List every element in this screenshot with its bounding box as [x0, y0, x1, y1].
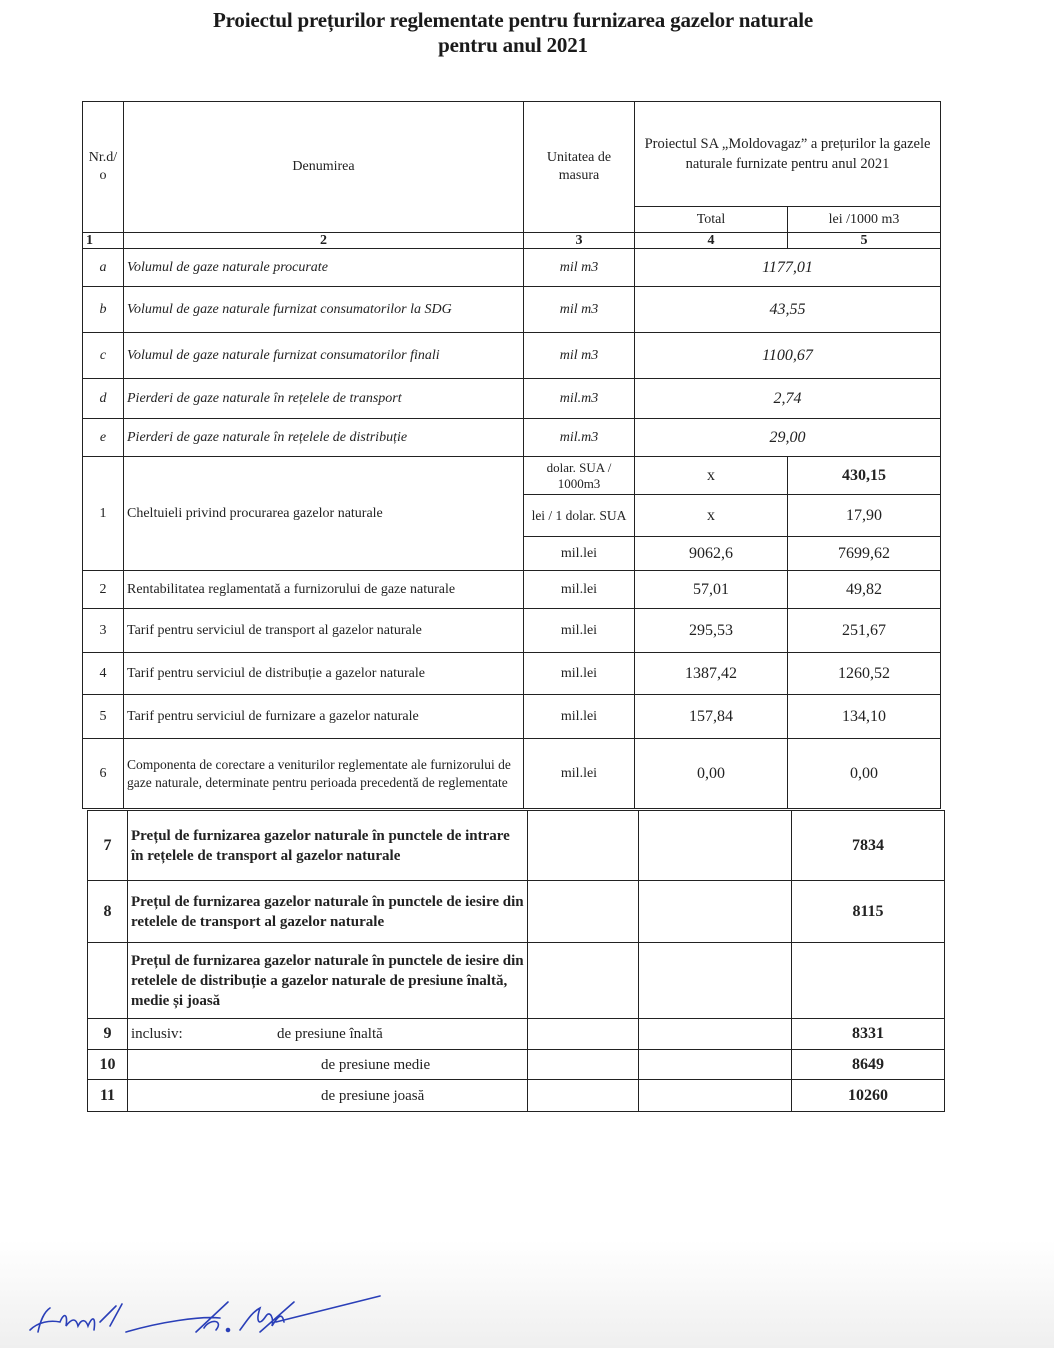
table-row	[83, 419, 941, 457]
table-row	[83, 653, 941, 695]
row-total: 57,01	[635, 571, 788, 609]
header-total: Total	[635, 207, 788, 233]
row-total: 0,00	[635, 739, 788, 809]
row-nr: 6	[83, 739, 124, 809]
column-number: 2	[124, 233, 524, 249]
table-row	[83, 457, 941, 495]
column-number: 5	[788, 233, 941, 249]
row-unit-empty	[528, 1080, 639, 1112]
column-number: 3	[524, 233, 635, 249]
row-total: x	[635, 457, 788, 495]
row-per-unit: 1260,52	[788, 653, 941, 695]
row-unit: lei / 1 dolar. SUA	[524, 495, 635, 537]
row-total-empty	[639, 1019, 792, 1050]
row-unit: mil.lei	[524, 739, 635, 809]
distribution-heading-row	[88, 943, 945, 1019]
prices-table-lower	[87, 810, 945, 1112]
row-value: 2,74	[635, 379, 941, 419]
row-nr: 2	[83, 571, 124, 609]
row-unit-empty	[528, 1019, 639, 1050]
row-nr-empty	[88, 943, 128, 1019]
row-unit: mil m3	[524, 249, 635, 287]
row-name: Tarif pentru serviciul de transport al gazelor naturale	[124, 609, 524, 653]
row-unit-empty	[528, 943, 639, 1019]
header-nr: Nr.d/ o	[83, 102, 124, 233]
column-numbers-row	[83, 233, 941, 249]
table-row	[88, 881, 945, 943]
row-per-unit: 8115	[792, 881, 945, 943]
row-nr: 7	[88, 811, 128, 881]
column-number: 1	[83, 233, 124, 249]
inclusiv-label: inclusiv:	[131, 1026, 183, 1042]
row-unit: mil.lei	[524, 537, 635, 571]
row-name: de presiune medie	[128, 1050, 528, 1080]
row-total: 1387,42	[635, 653, 788, 695]
row-name: Componenta de corectare a veniturilor reglementate ale furnizorului de gaze naturale, determinate pentru perioada precedentă de reglementate	[124, 739, 524, 809]
row-value: 29,00	[635, 419, 941, 457]
signature-stroke	[126, 1302, 228, 1332]
header-project: Proiectul SA „Moldovagaz” a prețurilor la gazele naturale furnizate pentru anul 2021	[635, 102, 941, 207]
row-per-unit: 7834	[792, 811, 945, 881]
row-nr: d	[83, 379, 124, 419]
row-name: Cheltuieli privind procurarea gazelor naturale	[124, 457, 524, 571]
column-number: 4	[635, 233, 788, 249]
row-value: 1100,67	[635, 333, 941, 379]
row-total: x	[635, 495, 788, 537]
row-name: Tarif pentru serviciul de distribuție a gazelor naturale	[124, 653, 524, 695]
row-value: 1177,01	[635, 249, 941, 287]
row-per-unit: 251,67	[788, 609, 941, 653]
row-per-unit: 8649	[792, 1050, 945, 1080]
row-unit: mil.lei	[524, 571, 635, 609]
row-per-unit-empty	[792, 943, 945, 1019]
row-nr: 10	[88, 1050, 128, 1080]
row-name: Prețul de furnizarea gazelor naturale în punctele de iesire din retelele de transport al gazelor naturale	[128, 881, 528, 943]
row-name: de presiune joasă	[128, 1080, 528, 1112]
row-name: Prețul de furnizarea gazelor naturale în punctele de intrare în rețelele de transport al gazelor naturale	[128, 811, 528, 881]
row-nr: 8	[88, 881, 128, 943]
signature-stroke	[240, 1296, 380, 1332]
row-per-unit: 49,82	[788, 571, 941, 609]
table-row	[88, 1019, 945, 1050]
row-unit: mil.m3	[524, 419, 635, 457]
row-nr: 5	[83, 695, 124, 739]
table-row	[83, 379, 941, 419]
row-total: 9062,6	[635, 537, 788, 571]
table-row	[83, 695, 941, 739]
header-denumirea: Denumirea	[124, 102, 524, 233]
row-total-empty	[639, 1080, 792, 1112]
row-per-unit: 17,90	[788, 495, 941, 537]
row-unit: mil.m3	[524, 379, 635, 419]
row-nr: e	[83, 419, 124, 457]
row-total-empty	[639, 1050, 792, 1080]
pressure-label: de presiune înaltă	[277, 1026, 383, 1042]
row-nr: b	[83, 287, 124, 333]
row-total-empty	[639, 881, 792, 943]
row-total-empty	[639, 811, 792, 881]
row-unit-empty	[528, 811, 639, 881]
row-nr: 4	[83, 653, 124, 695]
row-per-unit: 7699,62	[788, 537, 941, 571]
row-nr: 11	[88, 1080, 128, 1112]
row-nr: c	[83, 333, 124, 379]
row-unit: mil m3	[524, 333, 635, 379]
title-line-1: Proiectul prețurilor reglementate pentru furnizarea gazelor naturale	[213, 8, 813, 32]
table-row	[88, 1080, 945, 1112]
row-total: 157,84	[635, 695, 788, 739]
row-per-unit: 0,00	[788, 739, 941, 809]
row-nr: 3	[83, 609, 124, 653]
row-unit: mil.lei	[524, 695, 635, 739]
row-per-unit: 10260	[792, 1080, 945, 1112]
header-unitatea: Unitatea de masura	[524, 102, 635, 233]
row-nr: a	[83, 249, 124, 287]
signature-stroke	[30, 1304, 122, 1332]
row-unit: mil.lei	[524, 653, 635, 695]
row-name	[128, 1019, 528, 1050]
row-name: Pierderi de gaze naturale în rețelele de transport	[124, 379, 524, 419]
row-per-unit: 8331	[792, 1019, 945, 1050]
row-total: 295,53	[635, 609, 788, 653]
document-title	[0, 8, 1026, 58]
row-name: Volumul de gaze naturale furnizat consumatorilor la SDG	[124, 287, 524, 333]
row-total-empty	[639, 943, 792, 1019]
title-line-2: pentru anul 2021	[438, 33, 588, 57]
table-row	[88, 811, 945, 881]
table-row	[83, 739, 941, 809]
row-unit: mil m3	[524, 287, 635, 333]
table-row	[83, 571, 941, 609]
table-row	[83, 609, 941, 653]
row-name: Volumul de gaze naturale procurate	[124, 249, 524, 287]
row-name: Pierderi de gaze naturale în rețelele de distribuție	[124, 419, 524, 457]
table-row	[83, 333, 941, 379]
row-value: 43,55	[635, 287, 941, 333]
signature-dot	[227, 1329, 230, 1332]
handwritten-signature	[20, 1282, 400, 1342]
table-row	[88, 1050, 945, 1080]
distribution-heading: Prețul de furnizarea gazelor naturale în punctele de iesire din retelele de distribuție a gazelor naturale de presiune înaltă, medie și joasă	[128, 943, 528, 1019]
row-unit-empty	[528, 1050, 639, 1080]
table-row	[83, 287, 941, 333]
prices-table-upper	[82, 101, 941, 809]
row-name: Rentabilitatea reglamentată a furnizorului de gaze naturale	[124, 571, 524, 609]
row-unit-empty	[528, 881, 639, 943]
row-name: Tarif pentru serviciul de furnizare a gazelor naturale	[124, 695, 524, 739]
row-unit: dolar. SUA / 1000m3	[524, 457, 635, 495]
row-per-unit: 430,15	[788, 457, 941, 495]
row-unit: mil.lei	[524, 609, 635, 653]
row-per-unit: 134,10	[788, 695, 941, 739]
row-name: Volumul de gaze naturale furnizat consumatorilor finali	[124, 333, 524, 379]
table-row	[83, 249, 941, 287]
row-nr: 1	[83, 457, 124, 571]
header-per-unit: lei /1000 m3	[788, 207, 941, 233]
row-nr: 9	[88, 1019, 128, 1050]
